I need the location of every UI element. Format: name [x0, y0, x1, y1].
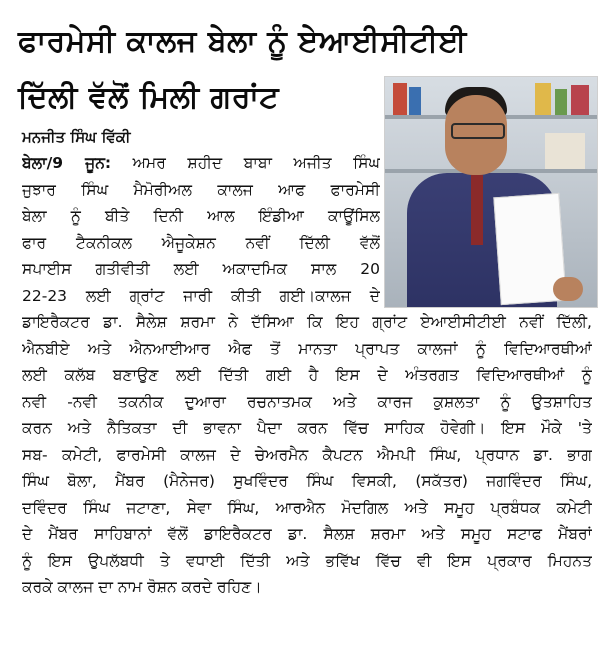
article-line: ਬੇਲਾ/9 ਜੂਨ: ਅਮਰ ਸ਼ਹੀਦ ਬਾਬਾ ਅਜੀਤ ਸਿੰਘ — [22, 154, 380, 172]
article-line: 22-23 ਲਈ ਗ੍ਰਾਂਟ ਜਾਰੀ ਕੀਤੀ ਗਈ।ਕਾਲਜ ਦੇ — [22, 286, 380, 305]
article-line: ਲਈ ਕਲੱਬ ਬਣਾਉਣ ਲਈ ਦਿੱਤੀ ਗਈ ਹੈ ਇਸ ਦੇ ਅੰਤਰਗਤ ਵਿਦਿਆਰਥੀਆਂ ਨੂੰ — [22, 366, 592, 384]
article-line: ਦੇ ਮੈਂਬਰ ਸਾਹਿਬਾਨਾਂ ਵੱਲੋਂ ਡਾਇਰੈਕਟਰ ਡਾ. ਸੈਲਸ਼ ਸ਼ਰਮਾ ਅਤੇ ਸਮੂਹ ਸਟਾਫ ਮੈਂਬਰਾਂ — [22, 525, 592, 543]
article-line: ਦਵਿੰਦਰ ਸਿੰਘ ਜਟਾਣਾ, ਸੇਵਾ ਸਿੰਘ, ਆਰਐਨ ਮੋਦਗਿਲ ਅਤੇ ਸਮੂਹ ਪ੍ਰਬੰਧਕ ਕਮੇਟੀ — [22, 498, 592, 517]
article-line: ਫਾਰ ਟੈਕਨੀਕਲ ਐਜੂਕੇਸ਼ਨ ਨਵੀਂ ਦਿੱਲੀ ਵੱਲੋਂ — [22, 233, 380, 252]
headline-line-2: ਦਿੱਲੀ ਵੱਲੋਂ ਮਿਲੀ ਗਰਾਂਟ — [18, 80, 280, 115]
dateline: ਬੇਲਾ/9 ਜੂਨ: — [22, 154, 112, 172]
headline-line-1: ਫਾਰਮੇਸੀ ਕਾਲਜ ਬੇਲਾ ਨੂੰ ਏਆਈਸੀਟੀਈ — [18, 24, 467, 59]
article-line: ਬੇਲਾ ਨੂੰ ਬੀਤੇ ਦਿਨੀ ਆਲ ਇੰਡੀਆ ਕਾਊਂਸਿਲ — [22, 207, 380, 225]
article-line: ਨੂੰ ਇਸ ਉਪਲੱਬਧੀ ਤੇ ਵਧਾਈ ਦਿੱਤੀ ਅਤੇ ਭਵਿੱਖ ਵਿੱਚ ਵੀ ਇਸ ਪ੍ਰਕਾਰ ਮਿਹਨਤ — [22, 551, 592, 570]
article-line: ਡਾਇਰੈਕਟਰ ਡਾ. ਸੈਲੇਸ਼ ਸ਼ਰਮਾ ਨੇ ਦੱਸਿਆ ਕਿ ਇਹ ਗ੍ਰਾਂਟ ਏਆਈਸੀਟੀਈ ਨਵੀਂ ਦਿੱਲੀ, — [22, 313, 592, 331]
article-line: ਕਰਨ ਅਤੇ ਨੈਤਿਕਤਾ ਦੀ ਭਾਵਨਾ ਪੈਦਾ ਕਰਨ ਵਿੱਚ ਸਾਹਿਕ ਹੋਵੇਗੀ। ਇਸ ਮੌਕੇ 'ਤੇ — [22, 419, 592, 437]
article-line: ਸਪਾਈਸ ਗਤੀਵੀਤੀ ਲਈ ਅਕਾਦਮਿਕ ਸਾਲ 20 — [22, 260, 380, 278]
article-line: ਨਵੀ -ਨਵੀ ਤਕਨੀਕ ਦੁਆਰਾ ਰਚਨਾਤਮਕ ਅਤੇ ਕਾਰਜ ਕੁਸ਼ਲਤਾ ਨੂੰ ਉਤਸ਼ਾਹਿਤ — [22, 392, 592, 411]
article-line: ਐਨਬੀਏ ਅਤੇ ਐਨਆਈਆਰ ਐਫ ਤੋਂ ਮਾਨਤਾ ਪ੍ਰਾਪਤ ਕਾਲਜਾਂ ਨੂੰ ਵਿਦਿਆਰਥੀਆਂ — [22, 339, 592, 358]
byline: ਮਨਜੀਤ ਸਿੰਘ ਵਿੱਕੀ — [22, 128, 131, 146]
article-line: ਸਿੰਘ ਬੋਲਾ, ਮੈਂਬਰ (ਮੈਨੇਜਰ) ਸੁਖਵਿੰਦਰ ਸਿੰਘ ਵਿਸਕੀ, (ਸਕੱਤਰ) ਜਗਵਿੰਦਰ ਸਿੰਘ, — [22, 472, 592, 490]
article-line: ਸਬ- ਕਮੇਟੀ, ਫਾਰਮੇਸੀ ਕਾਲਜ ਦੇ ਚੇਅਰਮੈਨ ਕੈਪਟਨ ਐਮਪੀ ਸਿੰਘ, ਪ੍ਰਧਾਨ ਡਾ. ਭਾਗ — [22, 445, 592, 464]
clipped-previous-text — [30, 0, 590, 6]
article-line: ਕਰਕੇ ਕਾਲਜ ਦਾ ਨਾਮ ਰੋਸ਼ਨ ਕਰਦੇ ਰਹਿਣ। — [22, 578, 262, 596]
article-body — [22, 150, 592, 601]
article-line: ਜੁਝਾਰ ਸਿੰਘ ਮੈਮੋਰੀਅਲ ਕਾਲਜ ਆਫ ਫਾਰਮੇਸੀ — [22, 180, 380, 199]
